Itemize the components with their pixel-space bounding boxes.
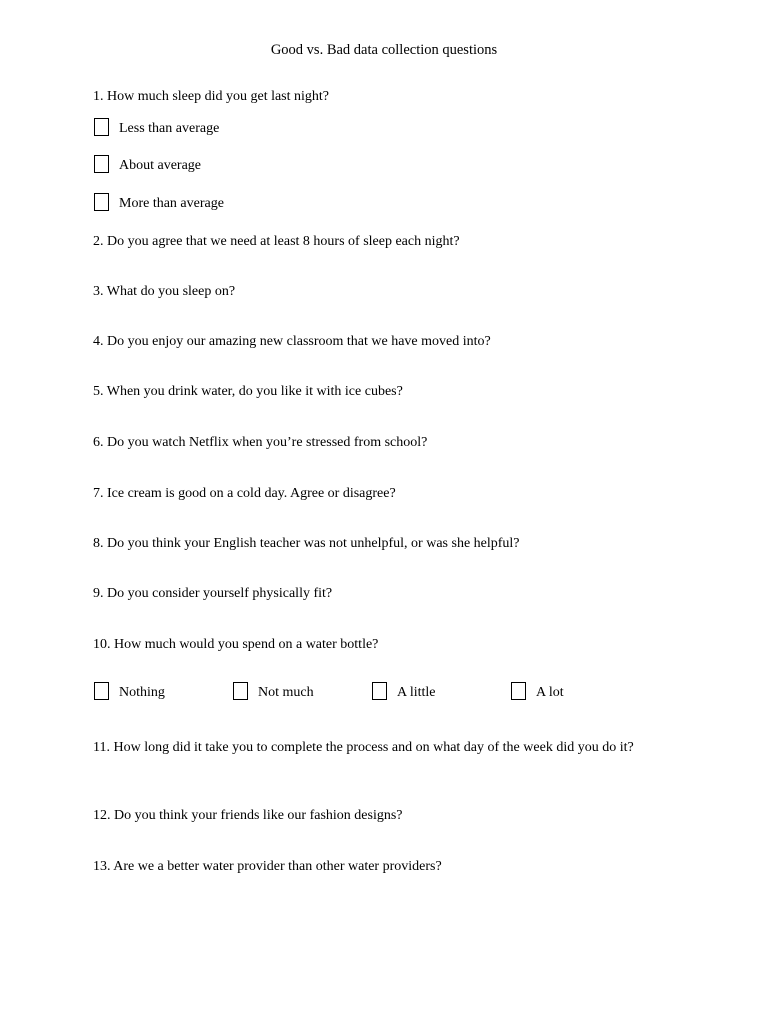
option-label: Nothing	[119, 685, 165, 700]
q1-option-about[interactable]	[94, 151, 201, 173]
question-10: 10. How much would you spend on a water bottle?	[93, 637, 379, 652]
q10-option-a-little[interactable]	[372, 678, 436, 700]
question-5: 5. When you drink water, do you like it with ice cubes?	[93, 384, 403, 399]
option-label: More than average	[119, 196, 224, 211]
checkbox[interactable]	[94, 118, 109, 136]
question-6: 6. Do you watch Netflix when you’re stressed from school?	[93, 435, 428, 450]
question-3: 3. What do you sleep on?	[93, 284, 236, 299]
question-1: 1. How much sleep did you get last night?	[93, 89, 330, 104]
option-label: Less than average	[119, 121, 220, 136]
q10-option-a-lot[interactable]	[511, 678, 564, 700]
option-label: A lot	[536, 685, 564, 700]
checkbox[interactable]	[372, 682, 387, 700]
q1-option-less[interactable]	[94, 114, 219, 136]
option-label: A little	[397, 685, 436, 700]
q10-options	[94, 678, 654, 702]
question-9: 9. Do you consider yourself physically fit?	[93, 586, 333, 601]
q10-option-nothing[interactable]	[94, 678, 165, 700]
question-4: 4. Do you enjoy our amazing new classroom that we have moved into?	[93, 334, 491, 349]
question-8: 8. Do you think your English teacher was not unhelpful, or was she helpful?	[93, 536, 520, 551]
checkbox[interactable]	[233, 682, 248, 700]
question-2: 2. Do you agree that we need at least 8 hours of sleep each night?	[93, 234, 460, 249]
option-label: Not much	[258, 685, 314, 700]
q10-option-not-much[interactable]	[233, 678, 314, 700]
option-label: About average	[119, 158, 202, 173]
question-13: 13. Are we a better water provider than other water providers?	[93, 859, 442, 874]
question-11: 11. How long did it take you to complete the process and on what day of the week did you do it?	[93, 740, 634, 755]
question-12: 12. Do you think your friends like our fashion designs?	[93, 808, 403, 823]
q1-option-more[interactable]	[94, 189, 224, 211]
question-7: 7. Ice cream is good on a cold day. Agree or disagree?	[93, 486, 396, 501]
checkbox[interactable]	[94, 155, 109, 173]
checkbox[interactable]	[94, 682, 109, 700]
checkbox[interactable]	[511, 682, 526, 700]
checkbox[interactable]	[94, 193, 109, 211]
page-title: Good vs. Bad data collection questions	[270, 42, 498, 58]
